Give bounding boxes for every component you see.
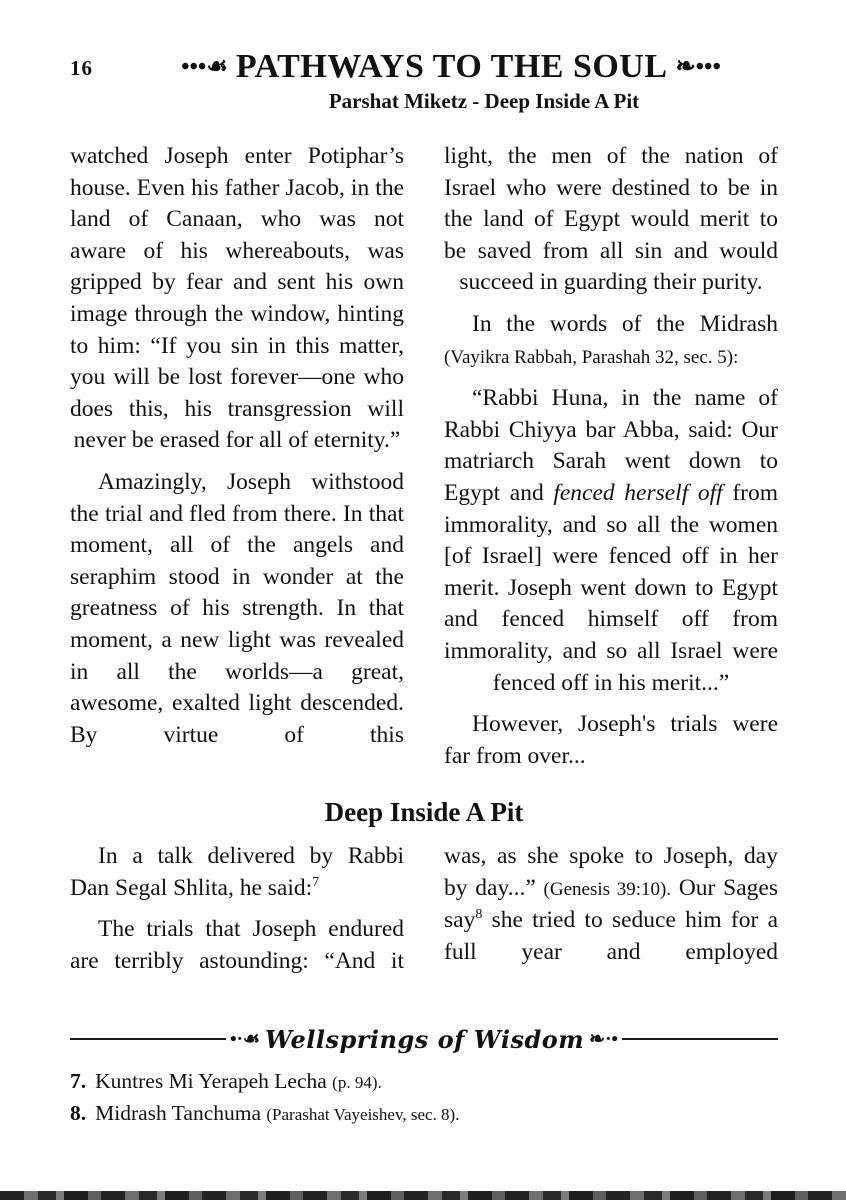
quote-text-post: from immorality, and so all the women [of Israel] were fenced off in her merit. Joseph went down to Egypt and fenced himself off from immorality, and so all Israel were fenced off in his merit...” (444, 479, 778, 696)
seduce-segment: she tried to seduce him for a full year and employed (444, 907, 778, 966)
paragraph: However, Joseph's trials were far from over... (444, 711, 778, 769)
scan-edge-bar (0, 1191, 846, 1200)
paragraph-continued: light, the men of the nation of Israel who were destined to be in the land of Egypt would merit to be saved from all sin and would succeed in guarding their purity. (444, 143, 778, 296)
chapter-subtitle: Parshat Miketz - Deep Inside A Pit (328, 89, 640, 113)
midrash-intro-text: In the words of the Midrash (472, 310, 778, 337)
italic-phrase: fenced herself off (553, 479, 723, 506)
footnote-number: 7. (70, 1068, 87, 1093)
paragraph-continued: watched Joseph enter Potiphar’s house. Even his father Jacob, in the land of Canaan, who was not aware of his whereabouts, was gripped by fear and sent his own image through the window, hinting to him: “If you sin in this matter, you will be lost forever—one who does this, his transgression will never be erased for all of eternity.” (70, 143, 404, 454)
page-header (70, 0, 778, 114)
talk-intro-text: In a talk delivered by Rabbi Dan Segal Shlita, he said: (70, 843, 404, 901)
midrash-citation: (Vayikra Rabbah, Parashah 32, sec. 5): (444, 346, 739, 368)
footnote-row (70, 1066, 778, 1099)
divider-line-left (70, 1038, 226, 1040)
paragraph-continued (444, 841, 778, 968)
body-columns (70, 141, 778, 782)
divider-line-right (622, 1038, 778, 1040)
midrash-quote-paragraph (444, 383, 778, 699)
title-row (124, 48, 778, 86)
footer-divider (70, 1025, 778, 1054)
footnote-ref-8: 8 (475, 907, 483, 923)
page-content (70, 0, 778, 1131)
section-left-column (70, 841, 404, 987)
wellsprings-label: Wellsprings of Wisdom (264, 1024, 585, 1054)
footnotes (70, 1066, 778, 1131)
left-column (70, 141, 404, 782)
page-number: 16 (70, 56, 93, 80)
footnote-text: Midrash Tanchuma (95, 1101, 267, 1126)
section-columns (70, 841, 778, 987)
title-flourish-right-icon: ❧••• (675, 54, 721, 80)
footnote-citation: (p. 94). (332, 1072, 382, 1092)
wellsprings-flourish-left-icon: •·☙ (229, 1028, 260, 1050)
paragraph (70, 841, 404, 904)
section-right-column (444, 841, 778, 987)
footnote-text: Kuntres Mi Yerapeh Lecha (95, 1068, 333, 1093)
title-flourish-left-icon: •••☙ (181, 54, 228, 80)
footer-ornament (226, 1025, 622, 1054)
sages-segment: Our Sages say (444, 874, 778, 934)
right-column (444, 141, 778, 782)
quote-segment: was, as she spoke to Joseph, day by day...” (444, 843, 778, 901)
footnote-ref-7: 7 (312, 875, 320, 891)
wellsprings-flourish-right-icon: ❧·• (589, 1028, 619, 1050)
paragraph: Amazingly, Joseph withstood the trial and fled from there. In that moment, all of the angels and seraphim stood in wonder at the greatness of his strength. In that moment, a new light was revealed in all the worlds—a great, awesome, exalted light descended. By virtue of this (70, 468, 404, 748)
genesis-citation: (Genesis 39:10). (543, 878, 672, 900)
footnote-citation: (Parashat Vayeishev, sec. 8). (266, 1105, 460, 1125)
midrash-intro-paragraph (444, 309, 778, 373)
book-title: PATHWAYS TO THE SOUL (235, 48, 668, 85)
section-heading: Deep Inside A Pit (324, 797, 524, 828)
footnote-number: 8. (70, 1101, 87, 1126)
quote-text-pre: “Rabbi Huna, in the name of Rabbi Chiyya bar Abba, said: Our matriarch Sarah went down to Egypt and (444, 385, 778, 506)
paragraph: The trials that Joseph endured are terribly astounding: “And it (70, 916, 404, 975)
footnote-row (70, 1098, 778, 1131)
